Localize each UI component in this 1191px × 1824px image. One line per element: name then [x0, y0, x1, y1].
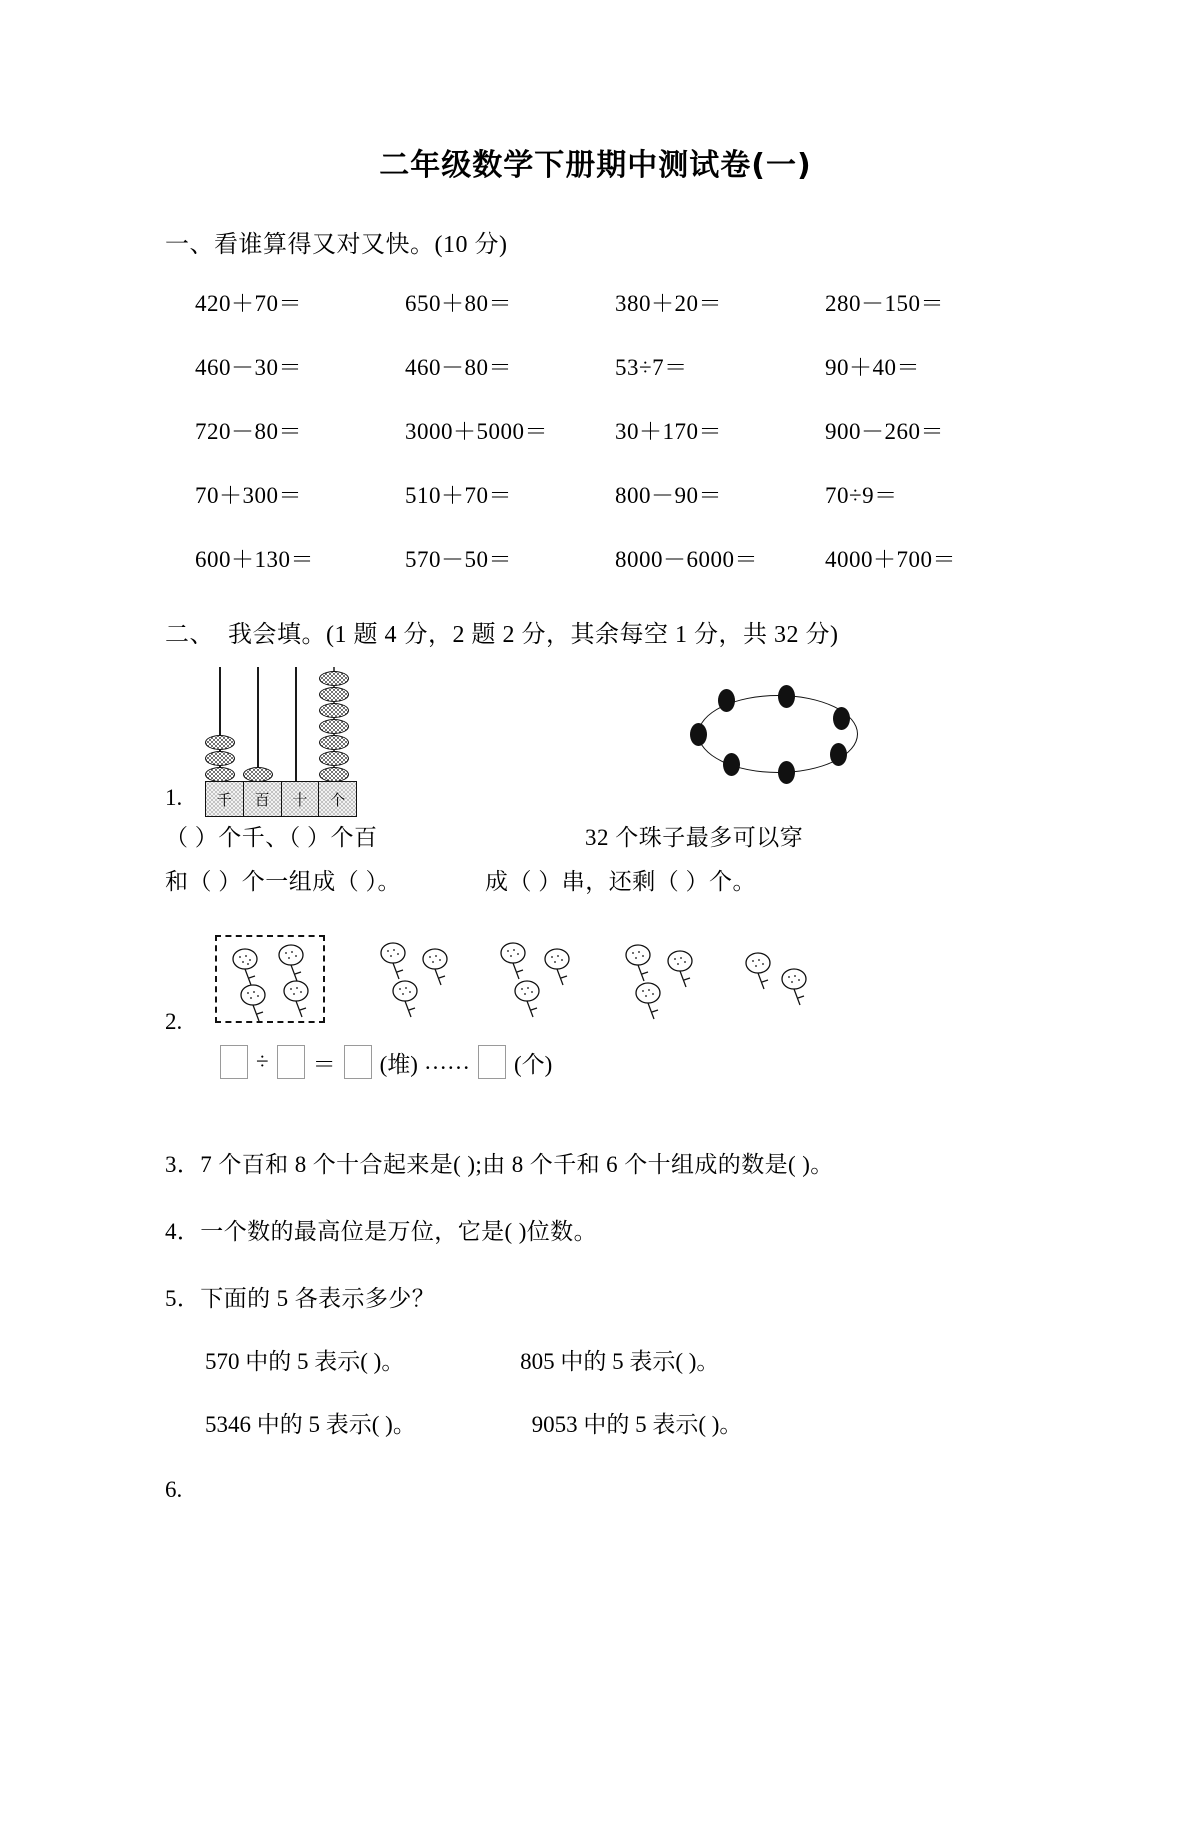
abacus-base-labels — [205, 781, 357, 817]
answer-box-quotient[interactable] — [344, 1045, 372, 1079]
arithmetic-problem: 510＋70＝ — [405, 483, 512, 508]
ellipsis-dots: …… — [423, 1049, 470, 1074]
question-1-line1-left: （ ）个千、（ ）个百 — [165, 825, 378, 850]
question-5-item-3: 5346 中的 5 表示( )。 — [205, 1412, 416, 1437]
question-5-item-2: 805 中的 5 表示( )。 — [520, 1349, 720, 1374]
abacus-bead — [319, 719, 349, 734]
arithmetic-problem: 900－260＝ — [825, 419, 944, 444]
answer-box-remainder[interactable] — [478, 1045, 506, 1079]
abacus-bead — [205, 751, 235, 766]
necklace-bead — [723, 753, 740, 776]
strawberry-group-boxed — [215, 935, 325, 1023]
question-1-block — [0, 667, 1191, 917]
arithmetic-problem: 460－80＝ — [405, 355, 512, 380]
test-paper-page — [0, 140, 1191, 1824]
section-2-text: 我会填。(1 题 4 分，2 题 2 分，其余每空 1 分，共 32 分) — [228, 622, 839, 648]
answer-box-dividend[interactable] — [220, 1045, 248, 1079]
arithmetic-problem-grid — [195, 285, 1075, 574]
strawberry-icon — [280, 977, 314, 1021]
question-2-block — [0, 927, 1191, 1112]
necklace-bead — [690, 723, 707, 746]
strawberry-group — [375, 935, 485, 1023]
question-1-number: 1. — [165, 785, 183, 810]
question-6: 6. — [165, 1477, 183, 1502]
question-3: 3．7 个百和 8 个十合起来是( );由 8 个千和 6 个十组成的数是( )。 — [165, 1152, 834, 1177]
arithmetic-row — [195, 477, 1075, 510]
arithmetic-problem: 3000＋5000＝ — [405, 419, 548, 444]
divide-symbol: ÷ — [256, 1049, 269, 1074]
abacus-bead — [319, 703, 349, 718]
unit-label-pieces: (个) — [513, 1051, 553, 1077]
necklace-bead — [718, 689, 735, 712]
arithmetic-row — [195, 285, 1075, 318]
question-1-line1-right: 32 个珠子最多可以穿 — [585, 825, 804, 850]
strawberry-icon — [664, 947, 698, 991]
arithmetic-row — [195, 413, 1075, 446]
abacus-bead — [319, 767, 349, 782]
arithmetic-problem: 420＋70＝ — [195, 291, 302, 316]
unit-label-piles: (堆) — [379, 1051, 418, 1077]
abacus-bead — [319, 751, 349, 766]
question-5-item-1: 570 中的 5 表示( )。 — [205, 1349, 405, 1374]
abacus-bead — [319, 671, 349, 686]
question-2-equation — [215, 1045, 555, 1079]
abacus-label-hundreds: 百 — [244, 782, 282, 816]
arithmetic-problem: 280－150＝ — [825, 291, 944, 316]
arithmetic-row — [195, 349, 1075, 382]
abacus-diagram — [205, 667, 355, 807]
strawberry-icon — [511, 977, 545, 1021]
abacus-label-thousands: 千 — [206, 782, 244, 816]
question-5-prompt: 5．下面的 5 各表示多少？ — [165, 1286, 436, 1311]
arithmetic-problem: 90＋40＝ — [825, 355, 920, 380]
question-4: 4．一个数的最高位是万位，它是( )位数。 — [165, 1219, 597, 1244]
strawberry-icon — [389, 977, 423, 1021]
arithmetic-problem: 8000－6000＝ — [615, 547, 758, 572]
arithmetic-problem: 650＋80＝ — [405, 291, 512, 316]
strawberry-icon — [742, 949, 776, 993]
abacus-rod-tens — [295, 667, 297, 785]
arithmetic-problem: 600＋130＝ — [195, 547, 314, 572]
arithmetic-problem: 30＋170＝ — [615, 419, 722, 444]
strawberry-icon — [632, 979, 666, 1023]
question-5-row-1 — [205, 1343, 1191, 1376]
arithmetic-problem: 460－30＝ — [195, 355, 302, 380]
abacus-bead — [319, 735, 349, 750]
section-2-heading — [165, 614, 1191, 649]
arithmetic-problem: 720－80＝ — [195, 419, 302, 444]
strawberry-group — [495, 935, 605, 1023]
equals-symbol: ＝ — [312, 1051, 336, 1077]
necklace-bead — [778, 685, 795, 708]
arithmetic-problem: 53÷7＝ — [615, 355, 688, 380]
abacus-bead — [205, 767, 235, 782]
question-1-line2-left: 和（ ）个一组成（ ）。 — [165, 869, 401, 894]
necklace-bead — [833, 707, 850, 730]
abacus-bead — [205, 735, 235, 750]
arithmetic-problem: 800－90＝ — [615, 483, 722, 508]
arithmetic-problem: 570－50＝ — [405, 547, 512, 572]
arithmetic-problem: 70÷9＝ — [825, 483, 898, 508]
section-1-heading: 一、看谁算得又对又快。(10 分) — [165, 232, 508, 258]
strawberry-icon — [237, 981, 271, 1025]
strawberry-icon — [419, 945, 453, 989]
arithmetic-row — [195, 541, 1075, 574]
page-title: 二年级数学下册期中测试卷(一) — [379, 148, 812, 183]
question-5-row-2 — [205, 1406, 1191, 1439]
arithmetic-problem: 4000＋700＝ — [825, 547, 956, 572]
arithmetic-problem: 70＋300＝ — [195, 483, 302, 508]
abacus-bead — [319, 687, 349, 702]
bead-necklace-diagram — [690, 685, 870, 790]
question-2-number: 2. — [165, 1009, 183, 1034]
necklace-bead — [830, 743, 847, 766]
arithmetic-problem: 380＋20＝ — [615, 291, 722, 316]
abacus-bead — [243, 767, 273, 782]
abacus-label-ones: 个 — [330, 790, 346, 809]
strawberry-group — [620, 935, 730, 1023]
answer-box-divisor[interactable] — [277, 1045, 305, 1079]
question-1-line2-right: 成（ ）串，还剩（ ）个。 — [485, 869, 756, 894]
section-2-number: 二、 — [165, 622, 214, 648]
strawberry-group — [740, 935, 850, 1023]
strawberry-icon — [778, 965, 812, 1009]
necklace-bead — [778, 761, 795, 784]
abacus-label-tens: 十 — [282, 782, 320, 816]
question-5-item-4: 9053 中的 5 表示( )。 — [531, 1412, 743, 1437]
strawberry-icon — [541, 945, 575, 989]
